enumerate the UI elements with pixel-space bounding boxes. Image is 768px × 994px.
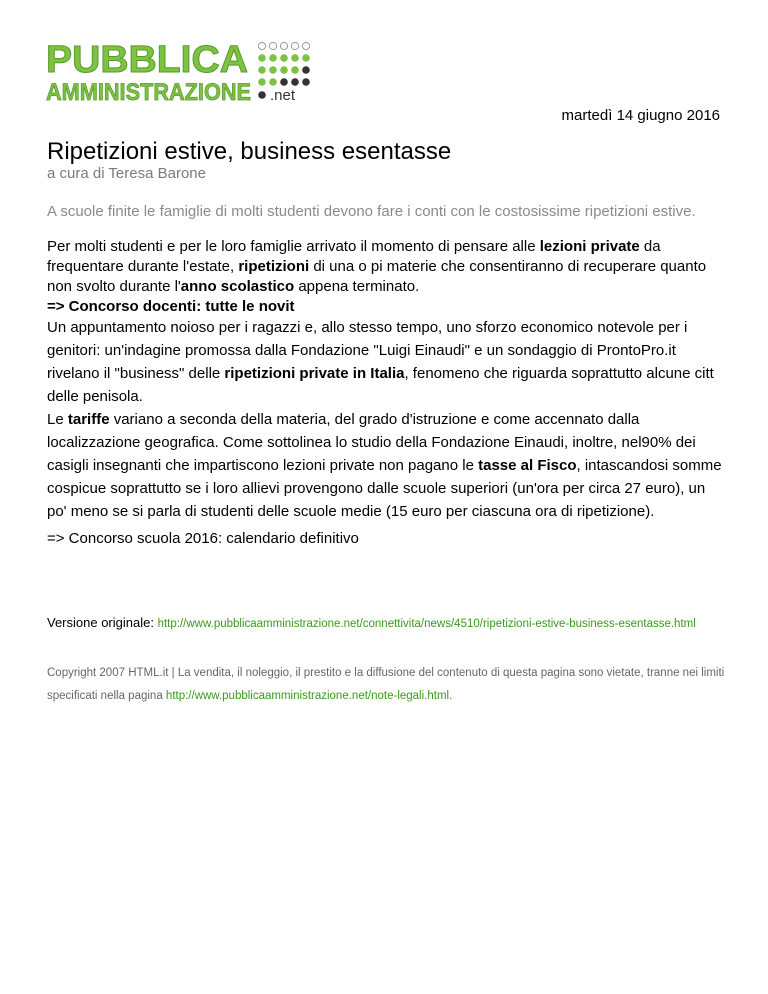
logo-line1: PUBBLICA bbox=[46, 39, 248, 81]
copyright-notice: Copyright 2007 HTML.it | La vendita, il noleggio, il prestito e la diffusione del contenuto di questa pagina sono vietate, tranne nei limiti specificati nella pagina http://www.pubblicaamministrazione.net/note-legali.html. bbox=[47, 667, 725, 702]
original-version-label: Versione originale: bbox=[47, 615, 158, 630]
article-byline: a cura di Teresa Barone bbox=[47, 165, 206, 182]
original-version bbox=[47, 615, 747, 630]
pubblica-amministrazione-logo bbox=[44, 38, 314, 106]
article-paragraph-1: Per molti studenti e per le loro famiglie arrivato il momento di pensare alle lezioni private da frequentare durante l'estate, ripetizioni di una o pi materie che consentiranno di recuperare quanto non svolto durante l'anno scolastico appena terminato. => Concorso docenti: tutte le novit bbox=[47, 238, 707, 315]
article-title: Ripetizioni estive, business esentasse bbox=[47, 138, 452, 165]
legal-notes-link[interactable]: http://www.pubblicaamministrazione.net/note-legali.html bbox=[165, 690, 450, 702]
article-paragraph-2: Un appuntamento noioso per i ragazzi e, allo stesso tempo, uno sforzo economico notevole per i genitori: un'indagine promossa dalla Fondazione "Luigi Einaudi" e un sondaggio di ProntoPro.it rivelano il "business" delle ripetizioni private in Italia, fenomeno che riguarda soprattutto alcune citt delle penisola. Le tariffe variano a seconda della materia, del grado d'istruzione e come accennato dalla localizzazione geografica. Come sottolinea lo studio della Fondazione Einaudi, inoltre, nel90% dei casigli insegnanti che impartiscono lezioni private non pagano le tasse al Fisco, intascandosi somme cospicue soprattutto se i loro allievi provengono dalle scuole superiori (un'ora per circa 27 euro), un po' meno se si parla di studenti delle scuole medie (15 euro per ciascuna ora di ripetizione). bbox=[47, 319, 722, 520]
publication-date: martedì 14 giugno 2016 bbox=[561, 107, 720, 124]
related-link-concorso-docenti[interactable]: => Concorso docenti: tutte le novit bbox=[47, 298, 295, 315]
related-link-concorso-scuola[interactable]: => Concorso scuola 2016: calendario definitivo bbox=[47, 530, 359, 547]
logo-line2: AMMINISTRAZIONE bbox=[46, 79, 251, 106]
logo-suffix: .net bbox=[270, 87, 296, 104]
original-version-link[interactable]: http://www.pubblicaamministrazione.net/connettivita/news/4510/ripetizioni-estive-business-esentasse.html bbox=[157, 618, 696, 630]
article-lead: A scuole finite le famiglie di molti studenti devono fare i conti con le costosissime ripetizioni estive. bbox=[47, 203, 696, 220]
